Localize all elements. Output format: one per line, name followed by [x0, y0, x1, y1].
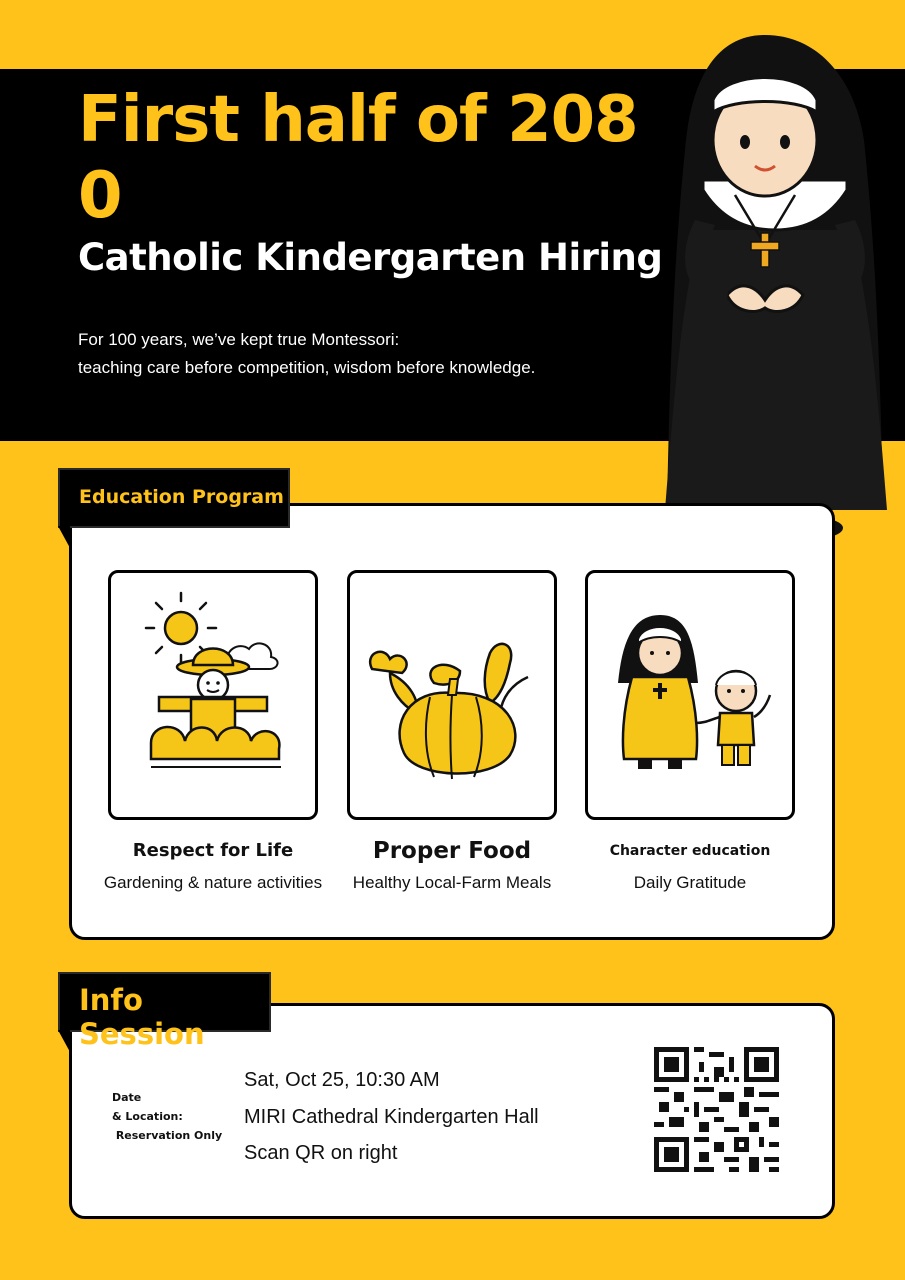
qr-code[interactable]	[654, 1047, 779, 1172]
session-reservation: Scan QR on right	[244, 1142, 398, 1164]
program-title-character-education: Character education	[609, 843, 771, 859]
program-desc-gratitude: Daily Gratitude	[633, 873, 747, 892]
page-title: First half of 2080	[78, 83, 638, 233]
program-desc-meals: Healthy Local-Farm Meals	[352, 873, 552, 892]
scarecrow-garden-icon	[108, 570, 318, 820]
tab-tail	[58, 1030, 70, 1052]
session-date: Sat, Oct 25, 10:30 AM	[244, 1069, 440, 1091]
info-label-line: Reservation Only	[112, 1129, 223, 1142]
program-title-respect-for-life: Respect for Life	[132, 840, 294, 861]
harvest-vegetables-icon	[347, 570, 557, 820]
nun-and-child-icon	[585, 570, 795, 820]
page-subtitle: Catholic Kindergarten Hiring	[78, 236, 663, 279]
tagline-line: teaching care before competition, wisdom before knowledge.	[78, 358, 536, 377]
info-label-line: Date	[112, 1091, 142, 1104]
info-label-line: & Location:	[112, 1110, 183, 1123]
info-session-tab: Info Session	[58, 972, 271, 1032]
info-label	[112, 1088, 222, 1145]
program-desc-gardening: Gardening & nature activities	[103, 873, 323, 892]
session-location: MIRI Cathedral Kindergarten Hall	[244, 1106, 539, 1128]
tagline	[78, 326, 535, 382]
nun-illustration	[655, 30, 895, 545]
tagline-line: For 100 years, we’ve kept true Montessori:	[78, 330, 400, 349]
education-program-tab: Education Program	[58, 468, 290, 528]
program-title-proper-food: Proper Food	[372, 838, 532, 864]
tab-tail	[58, 526, 70, 548]
